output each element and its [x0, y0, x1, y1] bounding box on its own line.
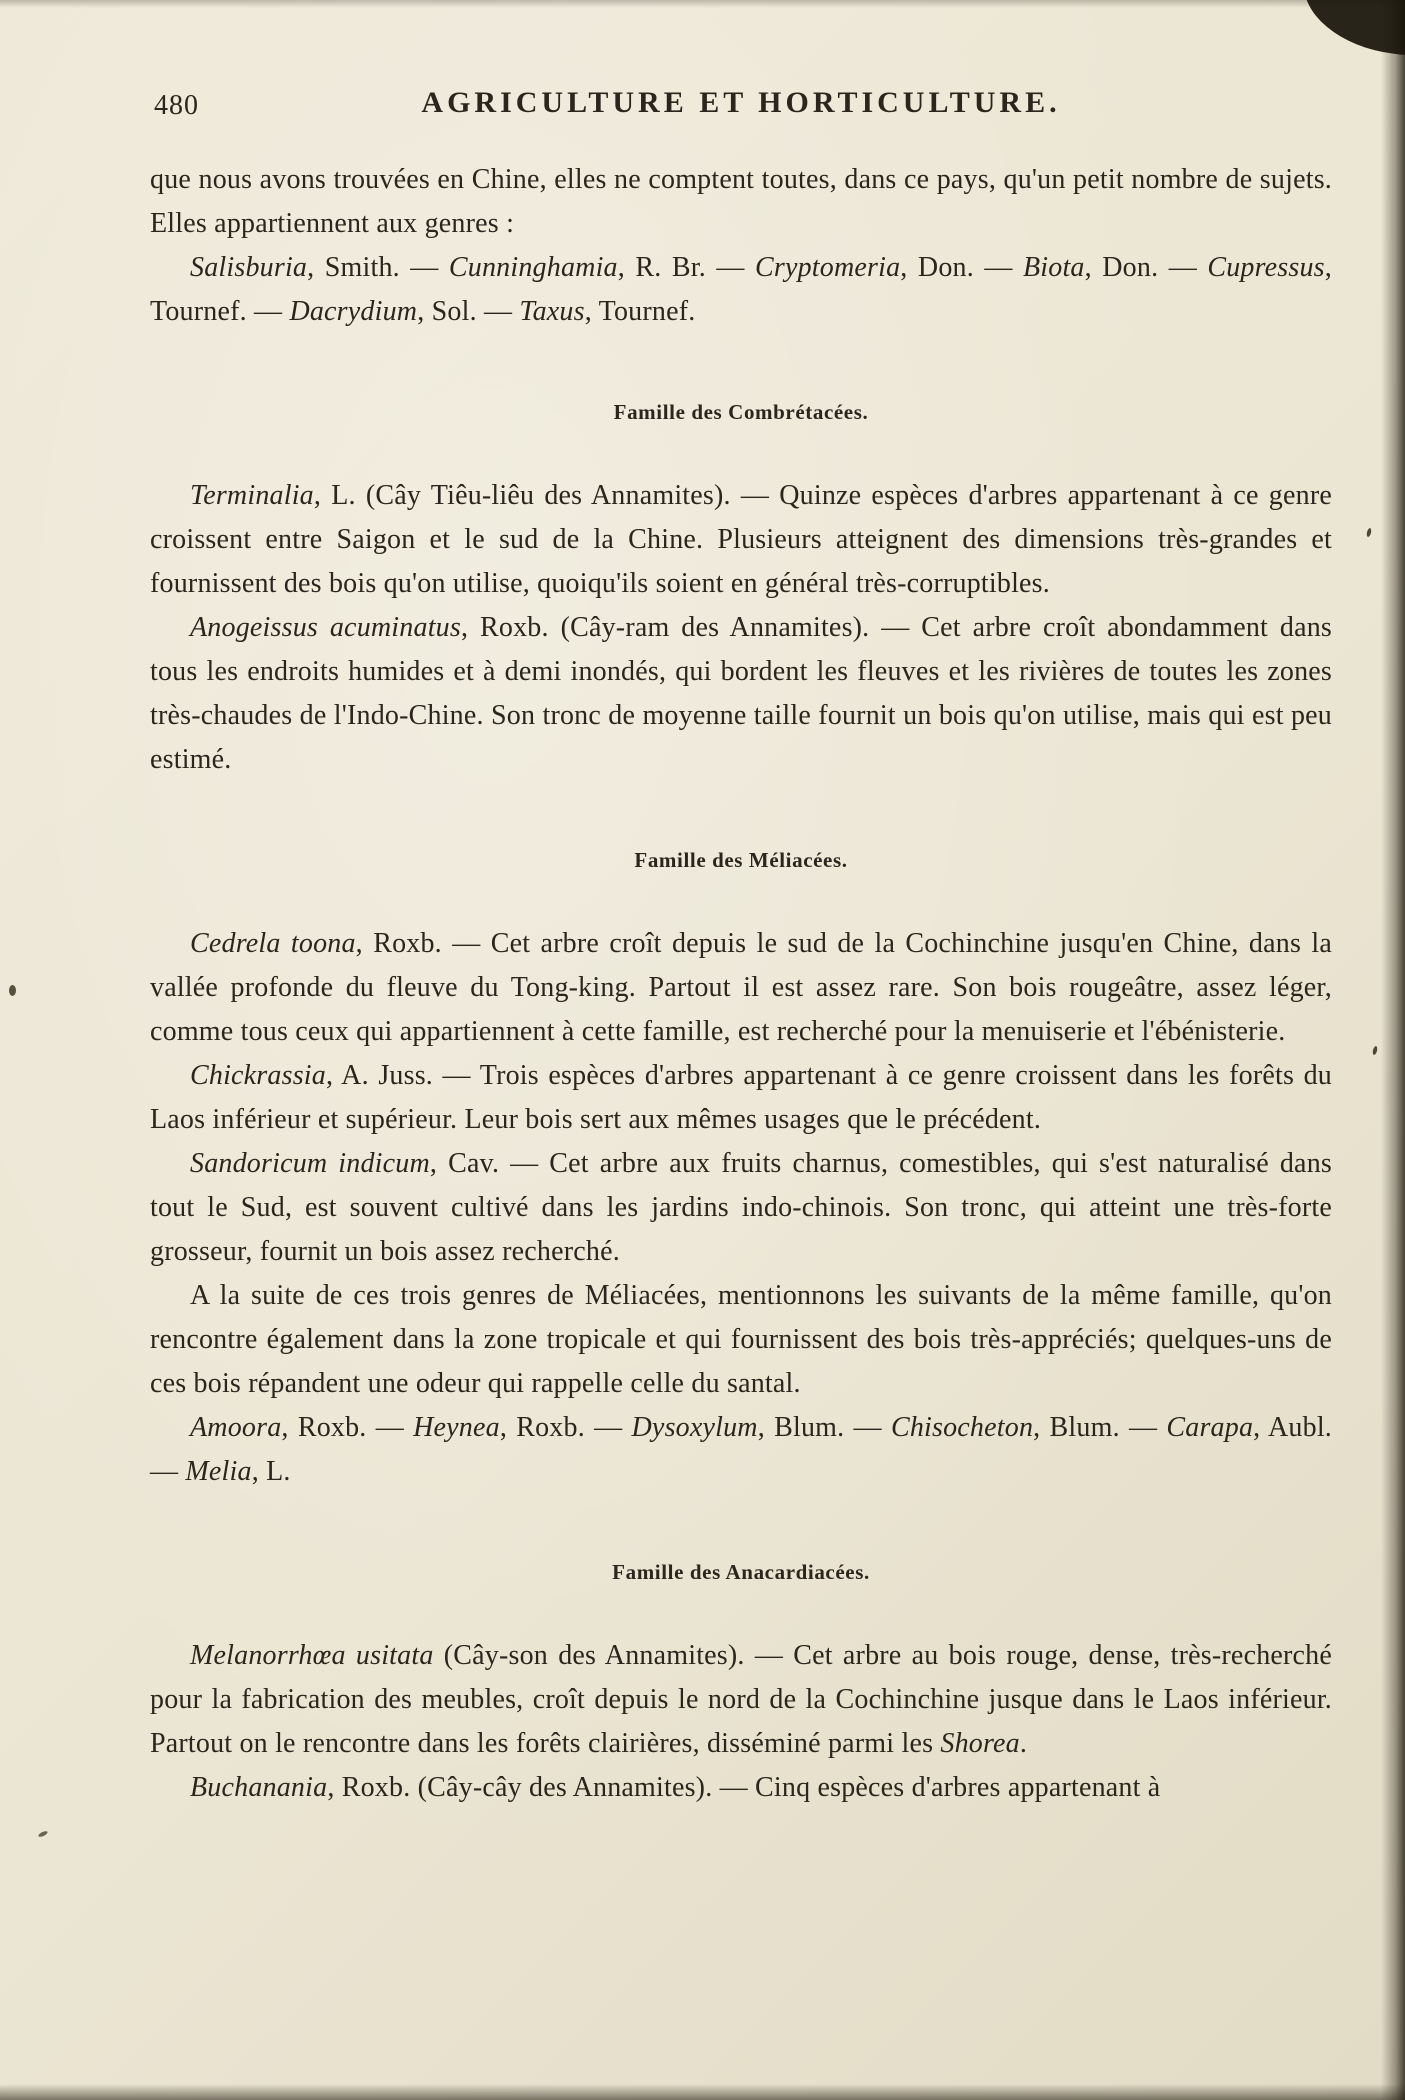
- text-run: , Roxb. —: [499, 1412, 632, 1443]
- latin-genus-name: Dacrydium: [289, 296, 418, 327]
- text-run: , Roxb. (Cây-ram des Annamites). — Cet arbre croît abondamment dans tous les endroits humides et à demi inondés, qui bordent les fleuves et les rivières de toutes les zones très-chaudes de l'Indo-Chine. Son tronc de moyenne taille fournit un bois qu'on utilise, mais qui est peu estimé.: [150, 612, 1332, 775]
- latin-genus-name: Chisocheton: [890, 1412, 1034, 1443]
- latin-genus-name: Melanorrhœa usitata: [190, 1640, 434, 1671]
- section-heading: Famille des Anacardiacées.: [612, 1560, 870, 1584]
- text-run: , L. (Cây Tiêu-liêu des Annamites). — Quinze espèces d'arbres appartenant à ce genre croissent entre Saigon et le sud de la Chine. Plusieurs atteignent des dimensions très-grandes et fournissent des bois qu'on utilise, quoiqu'ils soient en général très-corruptibles.: [150, 480, 1332, 599]
- text-run: , R. Br. —: [617, 252, 755, 283]
- text-run: (Cây-son des Annamites). — Cet arbre au bois rouge, dense, très-recherché pour la fabrication des meubles, croît depuis le nord de la Cochinchine jusque dans le Laos inférieur. Partout on le rencontre dans les forêts clairières, disséminé parmi les: [150, 1640, 1332, 1759]
- text-run: , Roxb. (Cây-cây des Annamites). — Cinq espèces d'arbres appartenant à: [327, 1772, 1161, 1803]
- scan-ink-speck: [9, 985, 16, 996]
- scan-ink-speck: [1366, 528, 1372, 538]
- latin-genus-name: Melia: [185, 1456, 252, 1487]
- paragraph: [150, 246, 1332, 334]
- text-run: , Sol. —: [417, 296, 520, 327]
- text-run: , Roxb. — Cet arbre croît depuis le sud de la Cochinchine jusqu'en Chine, dans la vallée profonde du fleuve du Tong-king. Partout il est assez rare. Son bois rougeâtre, assez léger, comme tous ceux qui appartiennent à cette famille, est recherché pour la menuiserie et l'ébénisterie.: [150, 928, 1332, 1047]
- paragraph: [150, 158, 1332, 246]
- paragraph: [150, 1142, 1332, 1274]
- text-run: que nous avons trouvées en Chine, elles ne comptent toutes, dans ce pays, qu'un petit nombre de sujets. Elles appartiennent aux genres :: [150, 164, 1332, 239]
- scan-corner-stain: [1296, 0, 1405, 58]
- text-run: , Aubl. —: [150, 1412, 1333, 1487]
- text-block: [150, 86, 1332, 1810]
- latin-genus-name: Cedrela toona: [190, 928, 356, 959]
- text-run: , Tournef.: [584, 296, 696, 327]
- text-run: , Blum. —: [1033, 1412, 1167, 1443]
- text-run: , Tournef. —: [150, 252, 1332, 327]
- scan-ink-speck: [1372, 1046, 1378, 1056]
- latin-genus-name: Shorea: [940, 1728, 1020, 1759]
- latin-genus-name: Chickrassia: [190, 1060, 326, 1091]
- latin-genus-name: Cunninghamia: [448, 252, 618, 283]
- latin-genus-name: Buchanania: [190, 1772, 328, 1803]
- paragraph: [150, 1766, 1332, 1810]
- text-run: , Don. —: [1084, 252, 1208, 283]
- latin-genus-name: Carapa: [1166, 1412, 1254, 1443]
- text-run: , Roxb. —: [281, 1412, 414, 1443]
- latin-genus-name: Anogeissus acuminatus: [190, 612, 461, 643]
- text-run: , Cav. — Cet arbre aux fruits charnus, comestibles, qui s'est naturalisé dans tout le Sud, est souvent cultivé dans les jardins indo-chinois. Son tronc, qui atteint une très-forte grosseur, fournit un bois assez recherché.: [150, 1148, 1332, 1267]
- text-run: , Smith. —: [307, 252, 449, 283]
- page-number: 480: [154, 90, 199, 121]
- paragraph: [150, 606, 1332, 782]
- latin-genus-name: Cupressus: [1207, 252, 1325, 283]
- text-run: .: [1019, 1728, 1028, 1759]
- latin-genus-name: Amoora: [190, 1412, 282, 1443]
- page-header: [150, 86, 1332, 130]
- section-heading: Famille des Méliacées.: [634, 848, 848, 872]
- paragraph: [150, 922, 1332, 1054]
- latin-genus-name: Terminalia: [190, 480, 314, 511]
- paragraph: [150, 1054, 1332, 1142]
- paragraph: [150, 1406, 1332, 1494]
- paragraph: [150, 474, 1332, 606]
- text-run: A la suite de ces trois genres de Méliacées, mentionnons les suivants de la même famille, qu'on rencontre également dans la zone tropicale et qui fournissent des bois très-appréciés; quelques-uns de ces bois répandent une odeur qui rappelle celle du santal.: [150, 1280, 1332, 1399]
- latin-genus-name: Heynea: [413, 1412, 500, 1443]
- text-run: , L.: [251, 1456, 291, 1487]
- page-content: [150, 158, 1332, 1810]
- running-header-title: AGRICULTURE ET HORTICULTURE.: [421, 86, 1061, 119]
- latin-genus-name: Taxus: [519, 296, 585, 327]
- latin-genus-name: Dysoxylum: [631, 1412, 758, 1443]
- scan-ink-speck: [38, 1830, 49, 1838]
- scan-edge-bottom: [0, 2084, 1405, 2100]
- text-run: , Don. —: [900, 252, 1023, 283]
- latin-genus-name: Cryptomeria: [754, 252, 901, 283]
- text-run: , Blum. —: [757, 1412, 891, 1443]
- paragraph: [150, 1634, 1332, 1766]
- paragraph: [150, 1274, 1332, 1406]
- latin-genus-name: Biota: [1022, 252, 1085, 283]
- latin-genus-name: Sandoricum indicum: [190, 1148, 430, 1179]
- scan-edge-top: [0, 0, 1405, 8]
- section-heading: Famille des Combrétacées.: [613, 400, 869, 424]
- scan-edge-right: [1381, 0, 1405, 2100]
- text-run: , A. Juss. — Trois espèces d'arbres appartenant à ce genre croissent dans les forêts du Laos inférieur et supérieur. Leur bois sert aux mêmes usages que le précédent.: [150, 1060, 1332, 1135]
- latin-genus-name: Salisburia: [190, 252, 308, 283]
